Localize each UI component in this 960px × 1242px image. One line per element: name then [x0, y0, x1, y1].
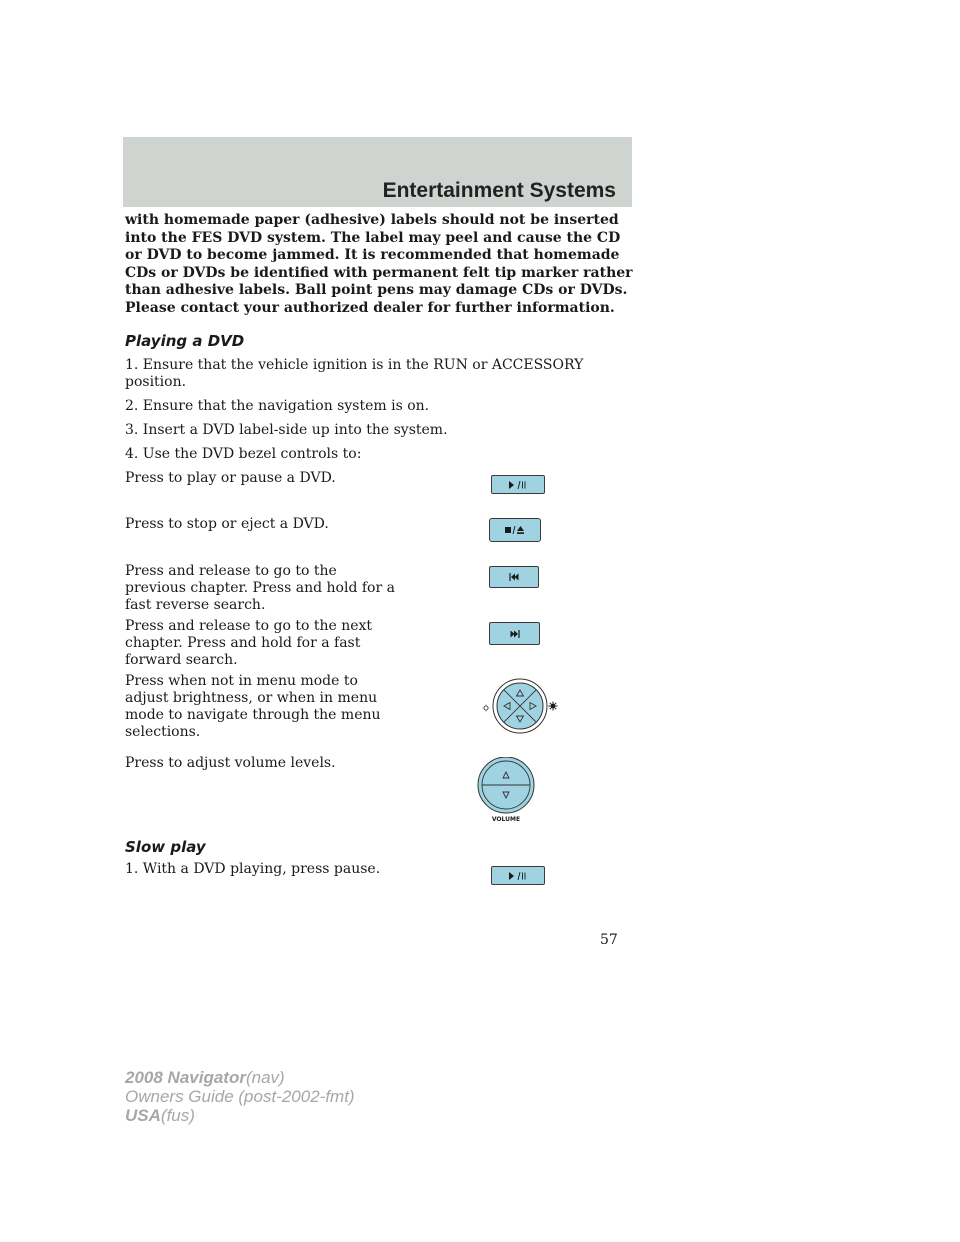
heading-playing-a-dvd: Playing a DVD [125, 332, 245, 350]
section-title: Entertainment Systems [382, 179, 616, 202]
section-header-band [123, 137, 632, 207]
brightness-navigation-dial-icon [481, 677, 561, 737]
control-desc-volume: Press to adjust volume levels. [125, 755, 336, 771]
slow-play-step-1: 1. With a DVD playing, press pause. [125, 861, 381, 877]
footer-metadata [125, 1068, 355, 1125]
control-desc-brightness-navigation: Press when not in menu mode to adjust brightness, or when in menu mode to navigate through the menu selections. [125, 673, 381, 740]
warning-paragraph: with homemade paper (adhesive) labels should not be inserted into the FES DVD system. The label may peel and cause the CD or DVD to become jammed. It is recommended that homemade CDs or DVDs be identified with permanent felt tip marker rather than adhesive labels. Ball point pens may damage CDs or DVDs. Please contact your authorized dealer for further information. [125, 212, 633, 316]
step-3: 3. Insert a DVD label-side up into the system. [125, 422, 448, 438]
volume-dial-label: VOLUME [491, 816, 521, 823]
play-pause-icon [491, 866, 545, 885]
previous-chapter-icon [489, 566, 539, 588]
footer-line-2: Owners Guide (post-2002-fmt) [125, 1087, 355, 1106]
step-2: 2. Ensure that the navigation system is on. [125, 398, 430, 414]
play-pause-icon [491, 475, 545, 494]
heading-slow-play: Slow play [125, 838, 206, 856]
footer-line-3: USA(fus) [125, 1106, 195, 1125]
step-4: 4. Use the DVD bezel controls to: [125, 446, 362, 462]
control-desc-next-chapter: Press and release to go to the next chapter. Press and hold for a fast forward search. [125, 618, 373, 668]
page-number: 57 [600, 932, 618, 948]
step-1: 1. Ensure that the vehicle ignition is in the RUN or ACCESSORY position. [125, 357, 584, 390]
control-desc-play-pause: Press to play or pause a DVD. [125, 470, 336, 486]
control-desc-stop-eject: Press to stop or eject a DVD. [125, 516, 329, 532]
control-desc-previous-chapter: Press and release to go to the previous chapter. Press and hold for a fast reverse search. [125, 563, 395, 613]
volume-dial-icon [474, 757, 538, 823]
next-chapter-icon [489, 622, 540, 645]
stop-eject-icon [489, 518, 541, 542]
footer-line-1: 2008 Navigator(nav) [125, 1068, 285, 1087]
